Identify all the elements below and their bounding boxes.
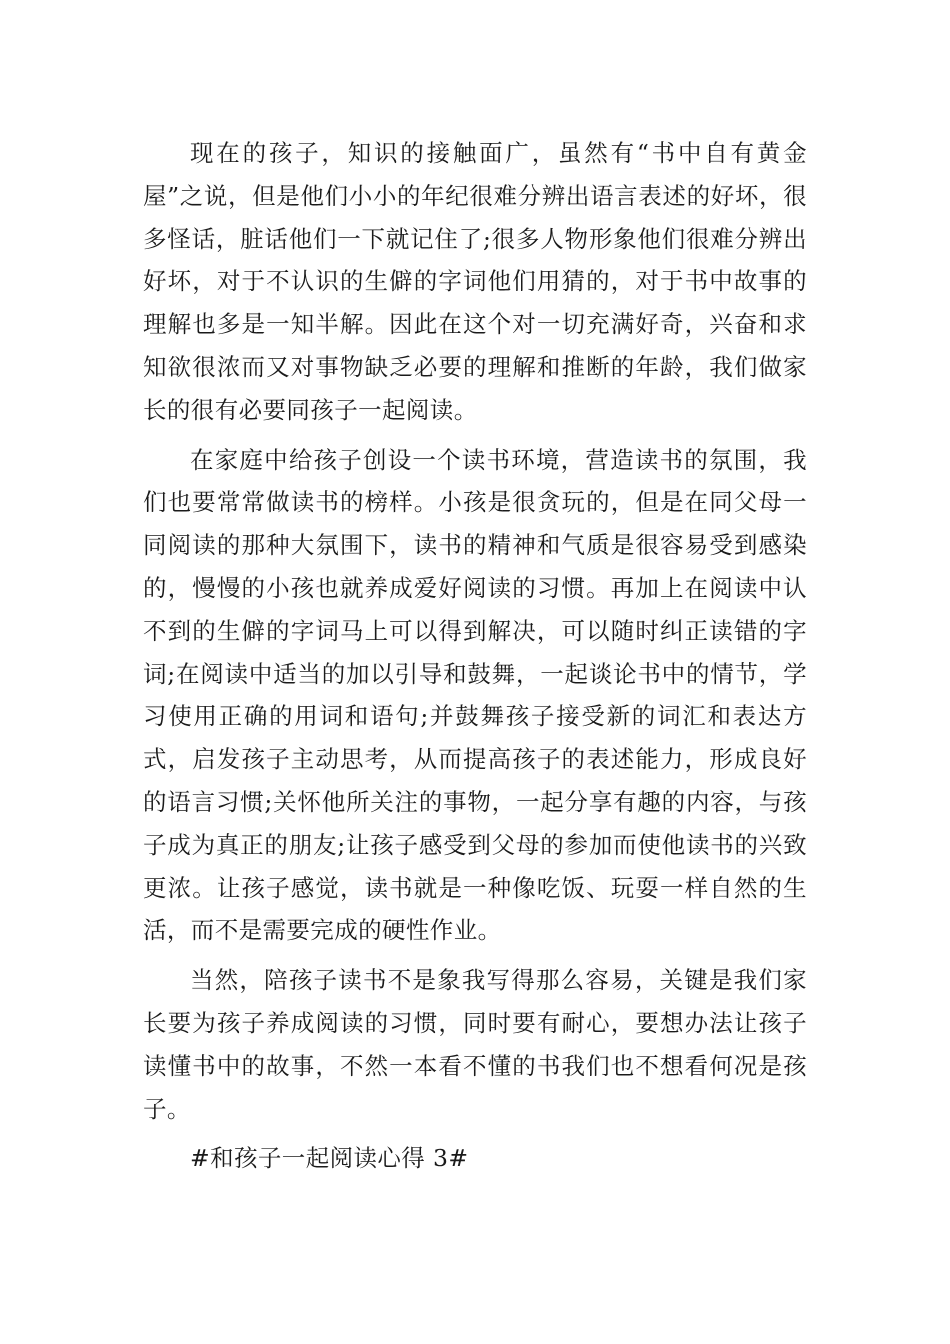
section-heading: #和孩子一起阅读心得 3#	[190, 1144, 469, 1173]
document-body	[143, 132, 807, 1180]
paragraph-3: 当然，陪孩子读书不是象我写得那么容易，关键是我们家长要为孩子养成阅读的习惯，同时要有耐心，要想办法让孩子读懂书中的故事，不然一本看不懂的书我们也不想看何况是孩子。	[143, 966, 807, 1123]
paragraph-2: 在家庭中给孩子创设一个读书环境，营造读书的氛围，我们也要常常做读书的榜样。小孩是很贪玩的，但是在同父母一同阅读的那种大氛围下，读书的精神和气质是很容易受到感染的，慢慢的小孩也就养成爱好阅读的习惯。再加上在阅读中认不到的生僻的字词马上可以得到解决，可以随时纠正读错的字词;在阅读中适当的加以引导和鼓舞，一起谈论书中的情节，学习使用正确的用词和语句;并鼓舞孩子接受新的词汇和表达方式，启发孩子主动思考，从而提高孩子的表述能力，形成良好的语言习惯;关怀他所关注的事物，一起分享有趣的内容，与孩子成为真正的朋友;让孩子感受到父母的参加而使他读书的兴致更浓。让孩子感觉，读书就是一种像吃饭、玩耍一样自然的生活，而不是需要完成的硬性作业。	[143, 445, 807, 945]
paragraph-1: 现在的孩子，知识的接触面广，虽然有“书中自有黄金屋”之说，但是他们小小的年纪很难分辨出语言表述的好坏，很多怪话，脏话他们一下就记住了;很多人物形象他们很难分辨出好坏，对于不认识的生僻的字词他们用猜的，对于书中故事的理解也多是一知半解。因此在这个对一切充满好奇，兴奋和求知欲很浓而又对事物缺乏必要的理解和推断的年龄，我们做家长的很有必要同孩子一起阅读。	[143, 139, 807, 424]
